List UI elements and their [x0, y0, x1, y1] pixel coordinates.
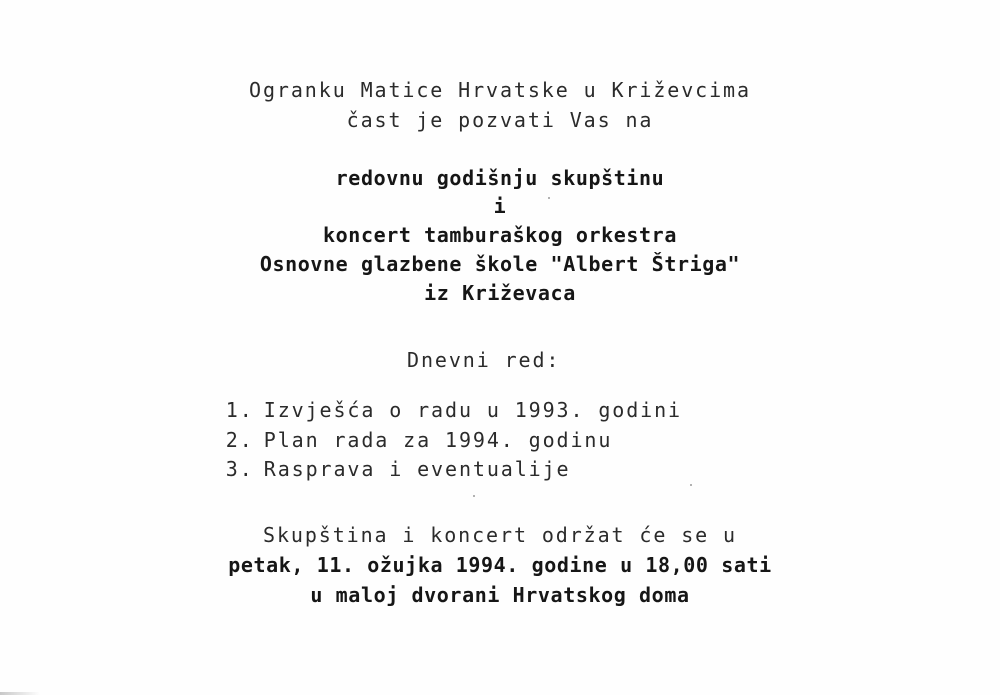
host-line-1: Ogranku Matice Hrvatske u Križevcima	[249, 78, 751, 102]
host-line-2: čast je pozvati Vas na	[346, 108, 654, 132]
details-venue: u maloj dvorani Hrvatskog doma	[310, 583, 690, 607]
agenda-item-text: Rasprava i eventualije	[263, 457, 571, 481]
event-town: iz Križevaca	[424, 281, 576, 305]
agenda-item	[170, 439, 570, 499]
event-concert: koncert tamburaškog orkestra	[323, 223, 677, 247]
agenda-title: Dnevni red:	[407, 348, 561, 372]
agenda-item-text: Plan rada za 1994. godinu	[263, 428, 613, 452]
paper-speck	[690, 484, 692, 486]
event-school: Osnovne glazbene škole "Albert Štriga"	[259, 252, 741, 276]
event-title: redovnu godišnju skupštinu	[335, 166, 665, 190]
event-conjunction: i	[493, 194, 507, 218]
paper-speck	[473, 495, 475, 497]
details-date-time: petak, 11. ožujka 1994. godine u 18,00 sati	[228, 553, 772, 577]
agenda-item-number: 2.	[225, 428, 254, 452]
agenda-item-number: 3.	[225, 457, 254, 481]
agenda-item-number: 1.	[225, 398, 254, 422]
agenda-item-text: Izvješća o radu u 1993. godini	[263, 398, 682, 422]
details-line-1: Skupština i koncert održat će se u	[263, 523, 737, 547]
paper-speck	[548, 197, 550, 199]
